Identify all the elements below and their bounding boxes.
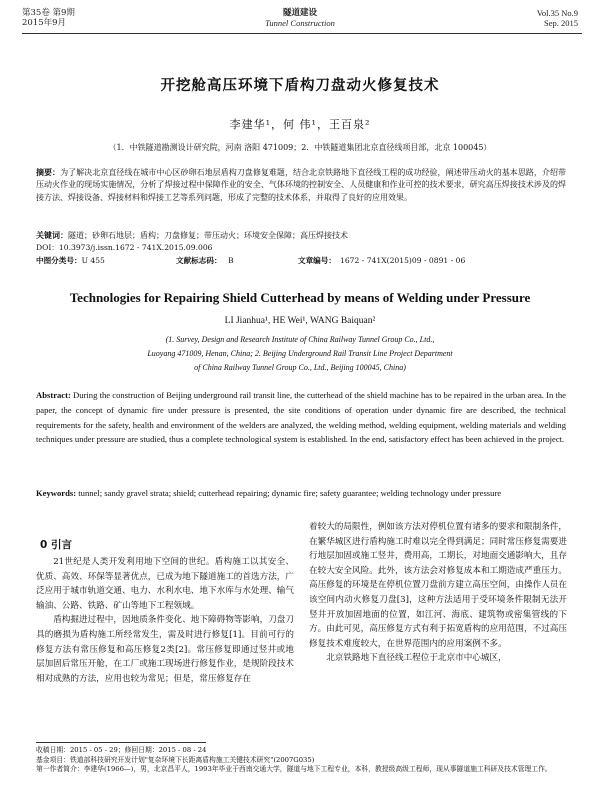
authors-en: LI Jianhua¹, HE Wei¹, WANG Baiquan² (224, 316, 376, 326)
header-left (22, 8, 75, 28)
received-date: 收稿日期：2015 - 05 - 29；修回日期：2015 - 08 - 24 (36, 746, 207, 754)
right-column (309, 520, 567, 666)
article-no-label: 文章编号： (298, 256, 336, 265)
body-paragraph: 21世纪是人类开发利用地下空间的世纪。盾构施工以其安全、优质、高效、环保等显著优点，已成为地下隧道施工的首选方法，广泛应用于城市轨道交通、电力、水利水电、地下水库与水处理、输气输油、公路、铁路、矿山等地下工程领域。 (36, 557, 294, 611)
keywords-text-en: tunnel; sandy gravel strata; shield; cutterhead repairing; dynamic fire; safety guarantee; welding technology under pressure (78, 488, 502, 498)
affiliations-cn: （1．中铁隧道勘测设计研究院，河南 洛阳 471009；2．中铁隧道集团北京直径线项目部，北京 100045） (108, 143, 492, 152)
header-center (200, 8, 400, 28)
header-rule (22, 33, 582, 34)
title-cn: 开挖舱高压环境下盾构刀盘动火修复技术 (160, 78, 440, 94)
abstract-label-cn: 摘要： (36, 167, 61, 177)
keywords-label-en: Keywords: (36, 488, 77, 498)
affiliation-en-line: Luoyang 471009, Henan, China; 2. Beijing Underground Rail Transit Line Project Department (147, 349, 453, 358)
doc-code-value: B (228, 256, 234, 265)
classification-line (36, 256, 566, 266)
footnote-rule (36, 742, 206, 743)
journal-cn: 隧道建设 (282, 8, 317, 18)
header-right (537, 8, 578, 28)
affiliation-en-line: (1. Survey, Design and Research Institute of China Railway Tunnel Group Co., Ltd., (165, 335, 435, 344)
keywords-cn (36, 229, 566, 242)
body-paragraph: 北京铁路地下直径线工程位于北京市中心城区， (326, 653, 507, 664)
abstract-en (36, 388, 566, 447)
abstract-text-cn: 为了解决北京直径线在城市中心区砂卵石地层盾构刀盘修复难题，结合北京铁路地下直径线工程的成功经验，阐述带压动火的基本思路，介绍带压动火作业的现场实施情况，分析了焊接过程中保障作业的安全、气体环境的控制安全、人员健康和作业可控的技术要求，研究高压焊接技术涉及的焊接方法、焊接设备、焊接材料和焊接工艺等系列问题，形成了完整的技术体系，并取得了良好的应用效果。 (36, 168, 566, 202)
keywords-en (36, 486, 566, 501)
article-no-value: 1672 - 741X(2015)09 - 0891 - 06 (340, 256, 466, 265)
abstract-text-en: During the construction of Beijing underground rail transit line, the cutterhead of the shield machine has to be repaired in the urban area. In the paper, the concept of dynamic fire under pressure is presented, the site conditions of operation under dynamic fire are described, the technical requirements for the safety, health and environment of the welders are analyzed, the welding method, welding equipment, welding materials and welding techniques under pressure are studied, thus a complete technological system is established. In the end, satisfactory effect has been achieved in the project. (36, 390, 566, 445)
date-en: Sep. 2015 (544, 18, 578, 28)
affiliations-en (0, 333, 600, 375)
left-column (36, 555, 294, 686)
volume-en: Vol.35 No.9 (536, 8, 578, 18)
footnote (36, 746, 566, 775)
clc-value: U 455 (81, 256, 105, 265)
keywords-label-cn: 关键词： (36, 230, 68, 240)
author-bio: 第一作者简介：李建华(1966—)，男，北京昌平人，1993年毕业于西南交通大学，隧道与地下工程专业，本科，教授级高级工程师，现从事隧道施工科研及技术管理工作。 (36, 765, 552, 773)
abstract-cn (36, 166, 566, 204)
doi: DOI：10.3973/j.issn.1672 - 741X.2015.09.006 (36, 243, 213, 252)
abstract-label-en: Abstract: (36, 390, 71, 400)
volume-cn: 第35卷 第9期 (22, 8, 75, 18)
fund-info: 基金项目：铁道部科技研究开发计划"复杂环境下长距离盾构施工关键技术研究"(2007G035) (36, 755, 315, 764)
body-paragraph: 盾构掘进过程中，因地质条件变化、地下障碍物等影响，刀盘刀具的磨损为盾构施工所经常发生，需及时进行修复[1]。目前可行的修复方法有常压修复和高压修复2类[2]。常压修复即通过竖井或地层加固后常压开舱，在工厂或施工现场进行修复作业，是规阶段技术相对成熟的方法，应用也较为常见；但是，常压修复存在 (36, 615, 294, 684)
body-paragraph: 着较大的局限性，例如该方法对停机位置有诸多的要求和限制条件，在繁华城区进行盾构施工时难以完全得到满足；同时常压修复需要进行地层加固或施工竖井，费用高，工期长，对地面交通影响大，且存在较大安全风险。此外，该方法会对修复成本和工期造成严重压力。高压修复的环境是在停机位置刀盘前方建立高压空间，由操作人员在该空间内动火修复刀盘[3]，这种方法适用于受环境条件限制无法开竖井开放加固地面的位置，如江河、海底、建筑物或密集管线的下方。由此可见，高压修复方式有利于拓宽盾构的应用范围，不过高压修复技术难度较大，在世界范围内的应用案例不多。 (309, 522, 567, 649)
title-en: Technologies for Repairing Shield Cutterhead by means of Welding under Pressure (69, 290, 531, 305)
section-title: 0 引言 (40, 539, 72, 551)
keywords-text-cn: 隧道；砂卵石地层；盾构；刀盘修复；带压动火；环境安全保障；高压焊接技术 (68, 231, 348, 240)
doc-code-label: 文献标志码： (176, 256, 222, 265)
journal-en: Tunnel Construction (265, 18, 335, 28)
clc-label: 中图分类号： (36, 256, 82, 265)
affiliation-en-line: of China Railway Tunnel Group Co., Ltd., Beijing 100045, China) (194, 363, 406, 372)
date-cn: 2015年9月 (22, 18, 67, 28)
authors-cn: 李建华¹，何 伟¹，王百泉² (229, 118, 371, 131)
